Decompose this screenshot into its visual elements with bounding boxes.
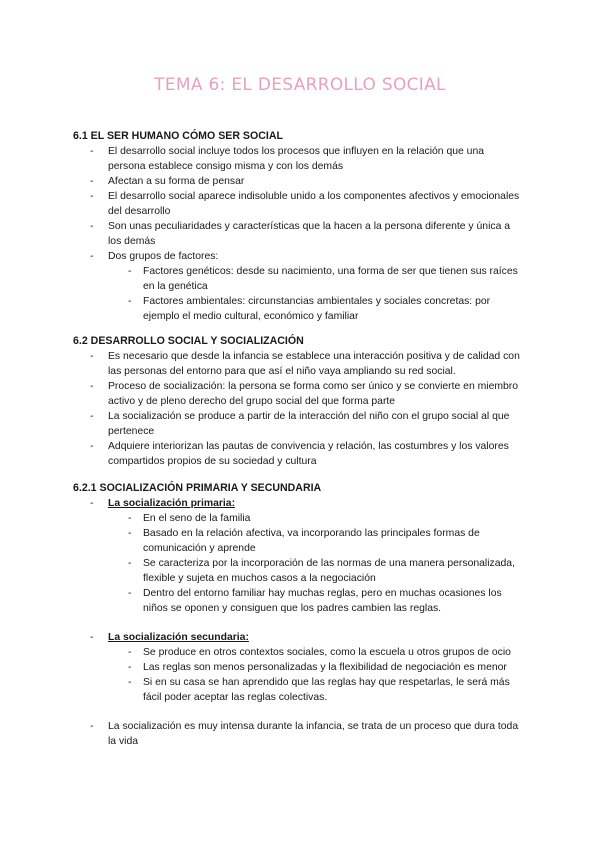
list-item: - Es necesario que desde la infancia se establece una interacción positiva y de calidad con las personas del entorno para que así el niño vaya ampliando su red social. xyxy=(73,349,523,379)
list-item-text: Dos grupos de factores: xyxy=(108,251,219,262)
bullet-list xyxy=(73,144,523,324)
list-item xyxy=(73,630,523,705)
subsection-label: La socialización primaria: xyxy=(108,498,236,509)
sub-bullet-list xyxy=(108,511,523,616)
list-item: - Proceso de socialización: la persona se forma como ser único y se convierte en miembro activo y de pleno derecho del grupo social del que forma parte xyxy=(73,379,523,409)
document-body xyxy=(73,128,523,749)
subsection-label: La socialización secundaria: xyxy=(108,632,249,643)
sub-list-item: - Basado en la relación afectiva, va incorporando las principales formas de comunicación y aprende xyxy=(73,526,523,556)
bullet-list xyxy=(73,349,523,469)
sub-list-item: - Las reglas son menos personalizadas y la flexibilidad de negociación es menor xyxy=(73,660,523,675)
list-item xyxy=(73,496,523,616)
sub-list-item: - Dentro del entorno familiar hay muchas reglas, pero en muchas ocasiones los niños se oponen y consiguen que los padres cambien las reglas. xyxy=(73,586,523,616)
list-item: - El desarrollo social incluye todos los procesos que influyen en la relación que una persona establece consigo misma y con los demás xyxy=(73,144,523,174)
list-item: - Son unas peculiaridades y características que la hacen a la persona diferente y única a los demás xyxy=(73,219,523,249)
section-heading: 6.1 EL SER HUMANO CÓMO SER SOCIAL xyxy=(73,130,283,142)
spacer xyxy=(73,616,523,630)
bullet-list xyxy=(73,630,523,705)
list-item: - Afectan a su forma de pensar xyxy=(73,174,523,189)
sub-list-item: - Si en su casa se han aprendido que las reglas hay que respetarlas, le será más fácil poder aceptar las reglas colectivas. xyxy=(73,675,523,705)
sub-bullet-list xyxy=(108,264,523,324)
bullet-list xyxy=(73,496,523,616)
list-item: - El desarrollo social aparece indisoluble unido a los componentes afectivos y emocionales del desarrollo xyxy=(73,189,523,219)
bullet-list xyxy=(73,719,523,749)
section-heading: 6.2 DESARROLLO SOCIAL Y SOCIALIZACIÓN xyxy=(73,335,304,347)
page-title: TEMA 6: EL DESARROLLO SOCIAL xyxy=(154,75,446,95)
section-heading: 6.2.1 SOCIALIZACIÓN PRIMARIA Y SECUNDARIA xyxy=(73,482,322,494)
spacer xyxy=(73,705,523,719)
sub-list-item: - Se caracteriza por la incorporación de las normas de una manera personalizada, flexible y sujeta en muchos casos a la negociación xyxy=(73,556,523,586)
sub-list-item: - Factores ambientales: circunstancias ambientales y sociales concretas: por ejemplo el medio cultural, económico y familiar xyxy=(73,294,523,324)
list-item: - La socialización es muy intensa durante la infancia, se trata de un proceso que dura toda la vida xyxy=(73,719,523,749)
list-item xyxy=(73,249,523,324)
sub-list-item: - En el seno de la familia xyxy=(73,511,523,526)
sub-list-item: - Factores genéticos: desde su nacimiento, una forma de ser que tienen sus raíces en la genética xyxy=(73,264,523,294)
sub-bullet-list xyxy=(108,645,523,705)
list-item: - Adquiere interiorizan las pautas de convivencia y relación, las costumbres y los valores compartidos propios de su sociedad y cultura xyxy=(73,439,523,469)
sub-list-item: - Se produce en otros contextos sociales, como la escuela u otros grupos de ocio xyxy=(73,645,523,660)
list-item: - La socialización se produce a partir de la interacción del niño con el grupo social al que pertenece xyxy=(73,409,523,439)
